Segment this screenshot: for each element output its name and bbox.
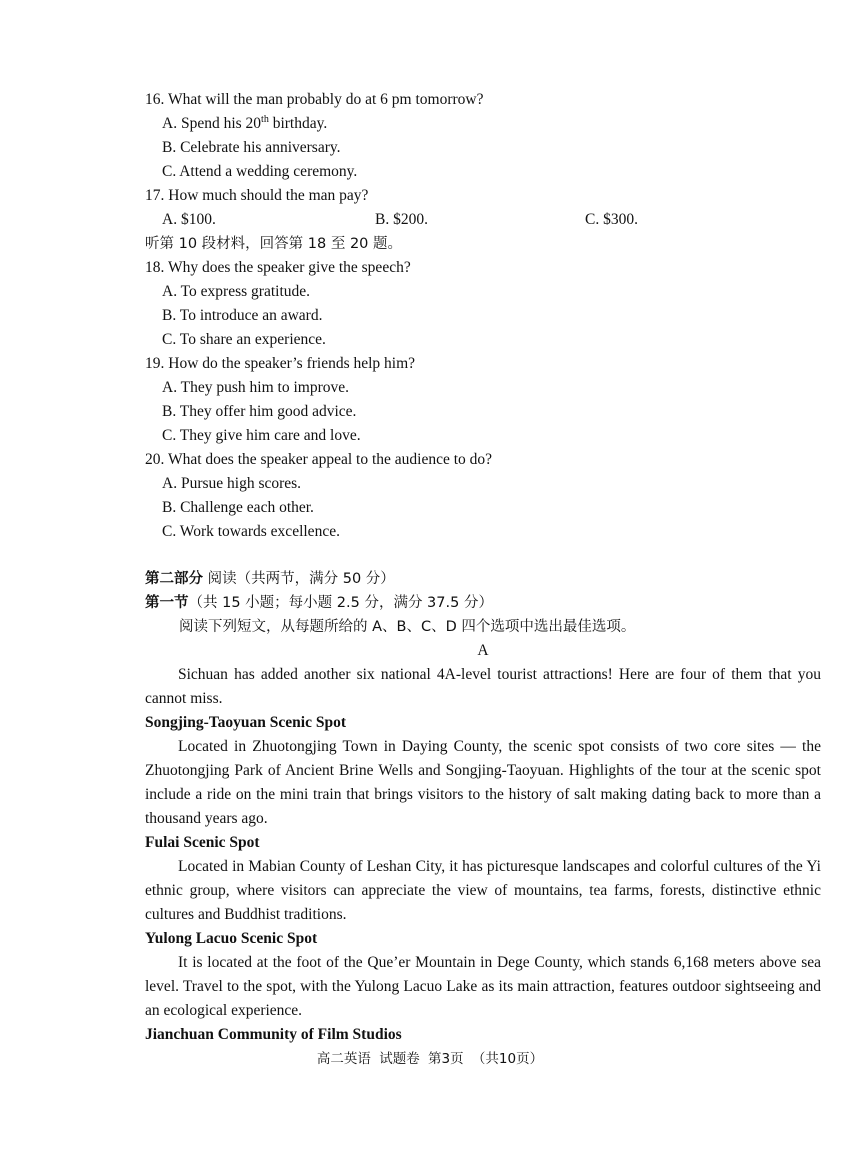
part2-title-label: 第二部分 (145, 571, 203, 587)
spot-heading-fulai: Fulai Scenic Spot (145, 834, 260, 851)
question-17-option-c: C. $300. (585, 211, 638, 228)
question-16-option-c: C. Attend a wedding ceremony. (162, 163, 358, 180)
spot-heading-songjing: Songjing-Taoyuan Scenic Spot (145, 714, 346, 731)
reading-instruction: 阅读下列短文，从每题所给的 A、B、C、D 四个选项中选出最佳选项。 (179, 619, 636, 635)
spot-text-songjing: Located in Zhuotongjing Town in Daying County, the scenic spot consists of two core sites — the Zhuotongjing Park of Ancient Brine Wells and Songjing-Taoyuan. Highlights of the tour at the scenic spot include a ride on the mini train that brings visitors to the history of salt making dating back to more than a thousand years ago. (145, 738, 821, 827)
passage-label: A (477, 642, 489, 659)
question-17-options (145, 208, 821, 232)
question-18-option-a: A. To express gratitude. (162, 283, 310, 300)
question-20-stem: 20. What does the speaker appeal to the audience to do? (145, 451, 493, 468)
section1-title-label: 第一节 (145, 595, 189, 611)
option-a-superscript: th (261, 113, 269, 125)
question-17-option-a: A. $100. (162, 211, 216, 228)
listening-instruction-10: 听第 10 段材料，回答第 18 至 20 题。 (145, 236, 403, 252)
spot-heading-yulong: Yulong Lacuo Scenic Spot (145, 930, 318, 947)
option-a-text: A. Spend his 20 (162, 115, 262, 132)
question-20-option-a: A. Pursue high scores. (162, 475, 302, 492)
question-20-option-c: C. Work towards excellence. (162, 523, 340, 540)
question-16-stem: 16. What will the man probably do at 6 pm tomorrow? (145, 91, 484, 108)
question-19-stem: 19. How do the speaker’s friends help him? (145, 355, 416, 372)
question-17-stem: 17. How much should the man pay? (145, 187, 369, 204)
spot-heading-jianchuan: Jianchuan Community of Film Studios (145, 1026, 402, 1043)
section1-title-detail: （共 15 小题；每小题 2.5 分，满分 37.5 分） (188, 595, 493, 611)
question-18-option-b: B. To introduce an award. (162, 307, 323, 324)
question-20-option-b: B. Challenge each other. (162, 499, 314, 516)
part2-title-detail: 阅读（共两节，满分 50 分） (203, 571, 395, 587)
section1-title (145, 591, 821, 615)
question-18-stem: 18. Why does the speaker give the speech? (145, 259, 411, 276)
question-19-option-b: B. They offer him good advice. (162, 403, 357, 420)
option-a-text-end: birthday. (268, 115, 328, 132)
page-content (145, 88, 821, 1047)
section-gap (145, 544, 821, 567)
question-18-option-c: C. To share an experience. (162, 331, 326, 348)
question-16-option-b: B. Celebrate his anniversary. (162, 139, 341, 156)
question-19-option-c: C. They give him care and love. (162, 427, 361, 444)
question-19-option-a: A. They push him to improve. (162, 379, 349, 396)
spot-text-fulai: Located in Mabian County of Leshan City, it has picturesque landscapes and colorful cultures of the Yi ethnic group, where visitors can appreciate the view of mountains, tea farms, forests, distinctive ethnic cultures and Buddhist traditions. (145, 858, 821, 923)
question-17-option-b: B. $200. (375, 211, 428, 228)
spot-text-yulong: It is located at the foot of the Que’er Mountain in Dege County, which stands 6,168 meters above sea level. Travel to the spot, with the Yulong Lacuo Lake as its main attraction, features outdoor sightseeing and an ecological experience. (145, 954, 821, 1019)
part2-title (145, 567, 821, 591)
question-16-option-a (145, 112, 821, 136)
page-footer: 高二英语 试题卷 第3页 （共10页） (316, 1051, 544, 1067)
passage-intro: Sichuan has added another six national 4A-level tourist attractions! Here are four of them that you cannot miss. (145, 666, 821, 707)
